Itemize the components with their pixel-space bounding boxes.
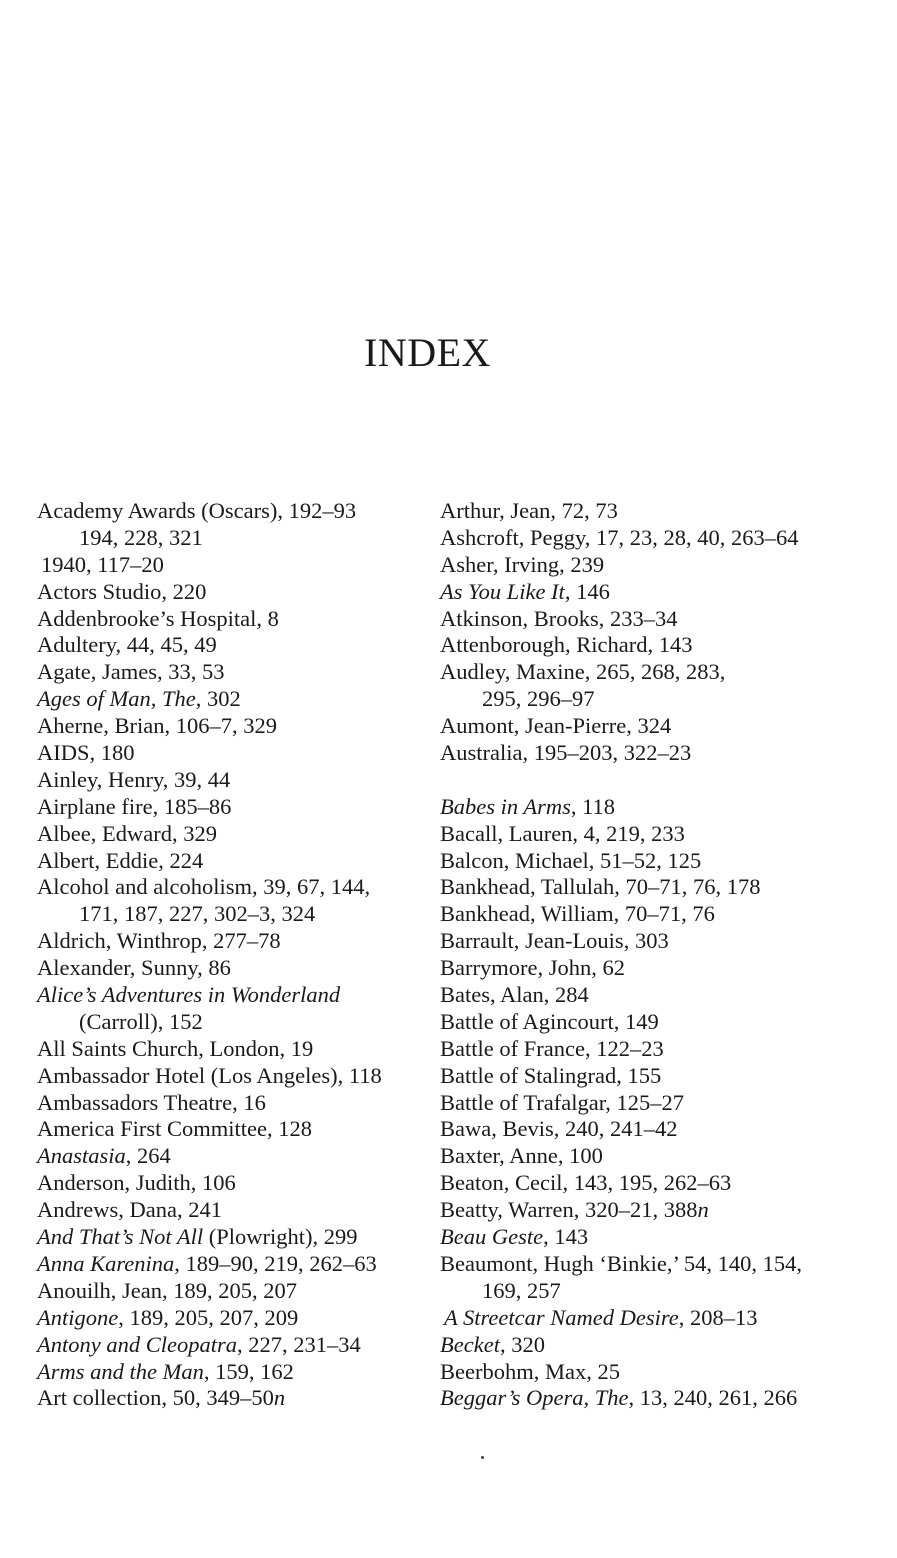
index-entry [440, 1278, 860, 1305]
index-entry [37, 606, 457, 633]
index-spacer [440, 767, 860, 794]
index-text: AIDS, 180 [37, 740, 135, 766]
index-entry [37, 713, 457, 740]
index-text: Attenborough, Richard, 143 [440, 632, 693, 658]
index-entry [440, 1009, 860, 1036]
index-entry [440, 1116, 860, 1143]
index-text: , 189, 205, 207, 209 [118, 1304, 299, 1330]
index-title-text: Anna Karenina [37, 1250, 175, 1276]
index-entry [440, 632, 860, 659]
index-title-text: Anastasia [37, 1143, 126, 1169]
index-column-right [440, 498, 860, 1412]
index-text: Ambassador Hotel (Los Angeles), 118 [37, 1062, 382, 1088]
index-text: Alexander, Sunny, 86 [37, 955, 231, 981]
index-entry [37, 1009, 457, 1036]
index-entry [440, 901, 860, 928]
index-title-text: Becket [440, 1331, 500, 1357]
index-text: Battle of Agincourt, 149 [440, 1008, 659, 1034]
index-entry [37, 659, 457, 686]
index-entry [37, 848, 457, 875]
index-text: Aherne, Brian, 106–7, 329 [37, 713, 277, 739]
index-title-text: Babes in Arms [440, 793, 571, 819]
index-text: Audley, Maxine, 265, 268, 283, [440, 659, 726, 685]
index-text: Art collection, 50, 349–50 [37, 1385, 274, 1411]
index-text: Bankhead, Tallulah, 70–71, 76, 178 [440, 874, 761, 900]
index-entry [37, 1143, 457, 1170]
index-entry [37, 955, 457, 982]
index-title-text: Antigone [37, 1304, 119, 1330]
index-text: Arthur, Jean, 72, 73 [440, 498, 618, 523]
index-text: Bates, Alan, 284 [440, 982, 589, 1008]
index-column-left [37, 498, 457, 1412]
index-entry [37, 740, 457, 767]
index-entry [37, 1251, 457, 1278]
index-title-text: Alice’s Adventures in Wonderland [37, 982, 341, 1008]
index-text: Adultery, 44, 45, 49 [37, 632, 217, 658]
index-entry [37, 1090, 457, 1117]
index-entry [37, 928, 457, 955]
index-text: (Carroll), 152 [79, 1008, 203, 1034]
index-text: Ambassadors Theatre, 16 [37, 1089, 266, 1115]
index-entry [37, 1385, 457, 1412]
index-text: All Saints Church, London, 19 [37, 1035, 314, 1061]
index-text: Beerbohm, Max, 25 [440, 1358, 620, 1384]
index-entry [440, 1385, 860, 1412]
index-text: Baxter, Anne, 100 [440, 1143, 603, 1169]
index-text: Bankhead, William, 70–71, 76 [440, 901, 715, 927]
index-entry [440, 1063, 860, 1090]
index-entry [37, 794, 457, 821]
index-entry [440, 928, 860, 955]
index-text: Beatty, Warren, 320–21, 388 [440, 1197, 698, 1223]
index-text: (Plowright), 299 [203, 1224, 358, 1250]
index-entry [37, 821, 457, 848]
index-text: 1940, 117–20 [41, 551, 164, 577]
index-entry [37, 1036, 457, 1063]
index-text: Asher, Irving, 239 [440, 551, 605, 577]
index-text: , 320 [499, 1331, 545, 1357]
index-entry [440, 1143, 860, 1170]
index-text: Barrymore, John, 62 [440, 955, 625, 981]
index-text: America First Committee, 128 [37, 1116, 312, 1142]
index-text: Beaumont, Hugh ‘Binkie,’ 54, 140, 154, [440, 1250, 803, 1276]
index-entry [37, 901, 457, 928]
index-title-text: As You Like It [440, 578, 565, 604]
index-text: Albee, Edward, 329 [37, 820, 217, 846]
index-text: , 208–13 [678, 1304, 758, 1330]
index-text: Aumont, Jean-Pierre, 324 [440, 713, 672, 739]
index-text: , 264 [125, 1143, 171, 1169]
index-text: Aldrich, Winthrop, 277–78 [37, 928, 281, 954]
index-text: , 189–90, 219, 262–63 [174, 1250, 377, 1276]
index-entry [440, 1197, 860, 1224]
index-entry [440, 821, 860, 848]
index-entry [37, 874, 457, 901]
index-text: Barrault, Jean-Louis, 303 [440, 928, 669, 954]
index-entry [440, 525, 860, 552]
index-entry [440, 552, 860, 579]
index-entry [440, 1090, 860, 1117]
index-entry [440, 713, 860, 740]
index-entry [440, 874, 860, 901]
index-text: , 159, 162 [203, 1358, 294, 1384]
index-entry [37, 1278, 457, 1305]
index-title-text: And That’s Not All [37, 1224, 204, 1250]
index-text: Anderson, Judith, 106 [37, 1170, 236, 1196]
index-text: Bawa, Bevis, 240, 241–42 [440, 1116, 678, 1142]
index-entry [440, 498, 860, 525]
index-text: Anouilh, Jean, 189, 205, 207 [37, 1277, 297, 1303]
index-text: Beaton, Cecil, 143, 195, 262–63 [440, 1170, 732, 1196]
index-entry [37, 579, 457, 606]
index-text: Agate, James, 33, 53 [37, 659, 225, 685]
index-title-text: Beggar’s Opera, The [440, 1385, 629, 1411]
index-text: Addenbrooke’s Hospital, 8 [37, 605, 279, 631]
index-entry [440, 579, 860, 606]
index-entry [37, 1359, 457, 1386]
index-entry [440, 955, 860, 982]
index-entry [37, 1197, 457, 1224]
index-entry [440, 1305, 860, 1332]
index-entry [440, 606, 860, 633]
index-title-text: Ages of Man, The [37, 686, 196, 712]
index-text: 169, 257 [482, 1277, 561, 1303]
index-entry [440, 982, 860, 1009]
index-text: Alcohol and alcoholism, 39, 67, 144, [37, 874, 371, 900]
index-text: Airplane fire, 185–86 [37, 793, 232, 819]
index-entry [37, 686, 457, 713]
index-title-text: Arms and the Man [37, 1358, 204, 1384]
index-entry [440, 1224, 860, 1251]
index-text: Atkinson, Brooks, 233–34 [440, 605, 678, 631]
index-entry [37, 1063, 457, 1090]
index-text: Academy Awards (Oscars), 192–93 [37, 498, 357, 523]
index-title-text: n [273, 1385, 286, 1411]
index-text: , 13, 240, 261, 266 [628, 1385, 798, 1411]
index-entry [440, 1332, 860, 1359]
index-entry [440, 1251, 860, 1278]
index-entry [37, 767, 457, 794]
index-entry [37, 1170, 457, 1197]
index-text: , 143 [543, 1224, 589, 1250]
index-text: , 146 [564, 578, 610, 604]
page-title: INDEX [364, 329, 491, 375]
index-title-text: A Streetcar Named Desire [444, 1304, 679, 1330]
index-text: , 302 [195, 686, 241, 712]
index-text: Actors Studio, 220 [37, 578, 207, 604]
index-entry [440, 1170, 860, 1197]
index-text: 171, 187, 227, 302–3, 324 [79, 901, 316, 927]
index-entry [440, 794, 860, 821]
index-text: Ashcroft, Peggy, 17, 23, 28, 40, 263–64 [440, 524, 799, 550]
index-entry [37, 1305, 457, 1332]
index-text: 295, 296–97 [482, 686, 595, 712]
index-entry [440, 1359, 860, 1386]
index-text: Bacall, Lauren, 4, 219, 233 [440, 820, 685, 846]
index-text: Battle of Trafalgar, 125–27 [440, 1089, 685, 1115]
index-entry [37, 525, 457, 552]
index-text: 194, 228, 321 [79, 524, 203, 550]
index-entry [440, 848, 860, 875]
index-entry [440, 1036, 860, 1063]
index-text: Battle of Stalingrad, 155 [440, 1062, 662, 1088]
index-text: Balcon, Michael, 51–52, 125 [440, 847, 702, 873]
index-title-text: n [697, 1197, 709, 1223]
index-entry [37, 498, 457, 525]
index-text: Battle of France, 122–23 [440, 1035, 664, 1061]
index-entry [37, 552, 457, 579]
index-entry [37, 982, 457, 1009]
index-entry [440, 659, 860, 686]
index-text: Andrews, Dana, 241 [37, 1197, 222, 1223]
index-entry [37, 1116, 457, 1143]
index-text: Albert, Eddie, 224 [37, 847, 204, 873]
index-title-text: Beau Geste [440, 1224, 544, 1250]
index-text: Ainley, Henry, 39, 44 [37, 766, 231, 792]
index-entry [440, 740, 860, 767]
index-entry [37, 1224, 457, 1251]
index-title-text: Antony and Cleopatra [37, 1331, 237, 1357]
index-text: Australia, 195–203, 322–23 [440, 740, 692, 766]
index-entry [37, 1332, 457, 1359]
index-text: , 118 [570, 793, 616, 819]
index-text: , 227, 231–34 [236, 1331, 361, 1357]
index-entry [37, 632, 457, 659]
index-entry [440, 686, 860, 713]
page-mark [481, 1456, 484, 1459]
